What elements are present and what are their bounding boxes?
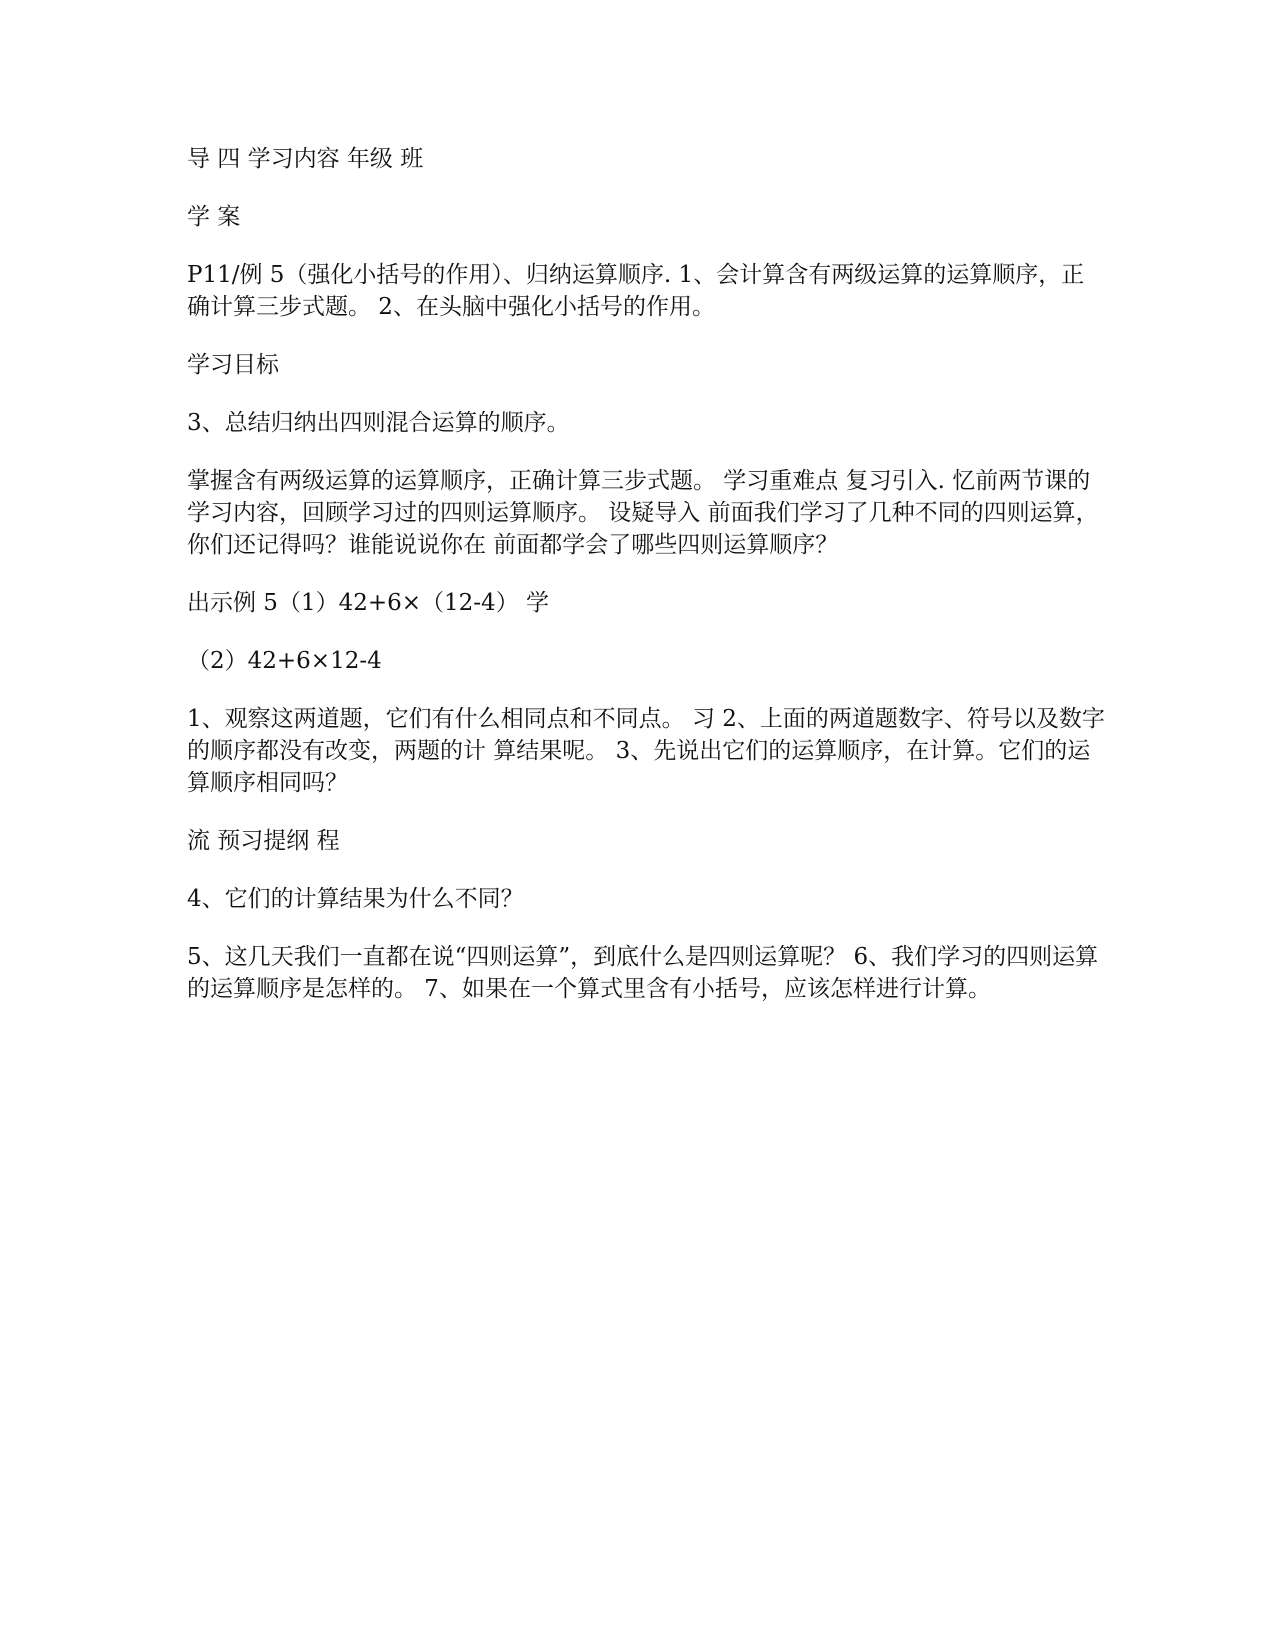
section-label-xuean: 学 案	[187, 204, 241, 230]
content-paragraph: 4、它们的计算结果为什么不同？	[187, 886, 524, 912]
content-paragraph: 3、总结归纳出四则混合运算的顺序。	[187, 410, 570, 436]
content-paragraph: 1、观察这两道题，它们有什么相同点和不同点。 习 2、上面的两道题数字、符号以及数字的顺序都没有改变，两题的计 算结果呢。 3、先说出它们的运算顺序，在计算。它们的运算顺序相同吗？	[187, 706, 1105, 796]
example-line-1: 出示例 5（1）42+6×（12-4） 学	[187, 590, 550, 616]
header-line: 导 四 学习内容 年级 班	[187, 146, 424, 172]
example-line-2: （2）42+6×12-4	[187, 648, 382, 674]
content-paragraph: 5、这几天我们一直都在说“四则运算”，到底什么是四则运算呢？ 6、我们学习的四则运算的运算顺序是怎样的。 7、如果在一个算式里含有小括号，应该怎样进行计算。	[187, 944, 1099, 1002]
section-label-goals: 学习目标	[187, 352, 279, 378]
content-paragraph: P11/例 5（强化小括号的作用）、归纳运算顺序. 1、会计算含有两级运算的运算顺序，正确计算三步式题。 2、在头脑中强化小括号的作用。	[187, 262, 1085, 320]
section-label-outline: 流 预习提纲 程	[187, 828, 340, 854]
document-body	[187, 143, 1107, 1031]
content-paragraph: 掌握含有两级运算的运算顺序，正确计算三步式题。 学习重难点 复习引入. 忆前两节课的学习内容，回顾学习过的四则运算顺序。 设疑导入 前面我们学习了几种不同的四则运算， 你们还记得吗？谁能说说你在 前面都学会了哪些四则运算顺序？	[187, 468, 1099, 558]
